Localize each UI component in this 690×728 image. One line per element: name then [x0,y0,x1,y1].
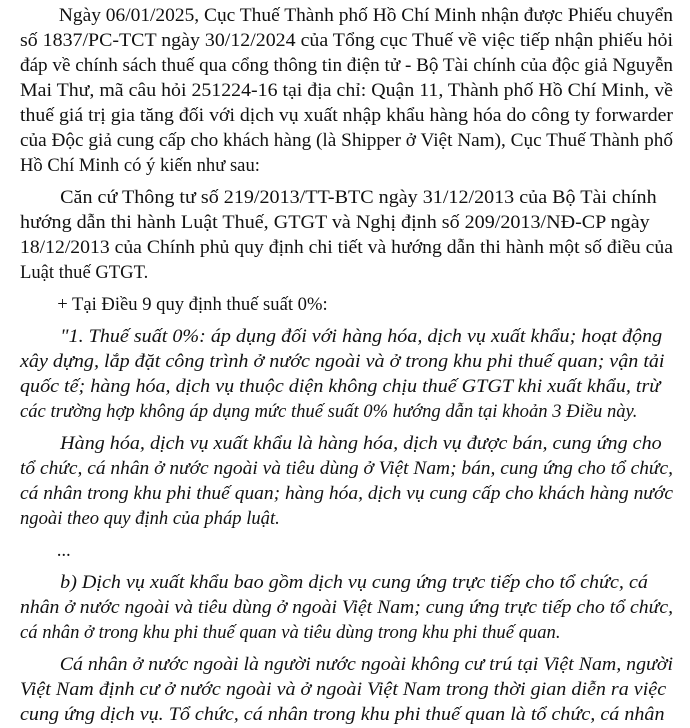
text-line: Ngày 06/01/2025, Cục Thuế Thành phố Hồ Chí Minh nhận được Phiếu chuyển [20,5,674,26]
text-line: nhân ở nước ngoài và tiêu dùng ở ngoài Việt Nam; cung ứng trực tiếp cho tổ chức, [20,597,673,618]
text-line: Hồ Chí Minh có ý kiến như sau: [20,155,260,176]
text-line: hướng dẫn thi hành Luật Thuế, GTGT và Nghị định số 209/2013/NĐ-CP ngày [20,212,650,233]
text-line: tổ chức, cá nhân ở nước ngoài và tiêu dùng ở Việt Nam; bán, cung ứng cho tổ chức, [20,458,673,479]
text-line: xây dựng, lắp đặt công trình ở nước ngoài và ở trong khu phi thuế quan; vận tải [20,351,665,372]
text-line: Cá nhân ở nước ngoài là người nước ngoài không cư trú tại Việt Nam, người [20,654,673,675]
text-line: ... [20,540,72,561]
text-line: quốc tế; hàng hóa, dịch vụ thuộc diện không chịu thuế GTGT khi xuất khẩu, trừ [20,376,661,397]
text-line: + Tại Điều 9 quy định thuế suất 0%: [20,294,328,315]
text-line: cá nhân ở trong khu phi thuế quan và tiêu dùng trong khu phi thuế quan. [20,622,561,643]
text-line: Mai Thư, mã câu hỏi 251224-16 tại địa chỉ: Quận 11, Thành phố Hồ Chí Minh, về [20,80,673,101]
text-line: Hàng hóa, dịch vụ xuất khẩu là hàng hóa, dịch vụ được bán, cung ứng cho [20,433,662,454]
text-line: thuế giá trị gia tăng đối với dịch vụ xuất nhập khẩu hàng hóa do công ty forwarder [20,105,673,126]
text-line: 18/12/2013 của Chính phủ quy định chi tiết và hướng dẫn thi hành một số điều của [20,237,673,258]
text-line: của Độc giả cung cấp cho khách hàng (là Shipper ở Việt Nam), Cục Thuế Thành phố [20,130,673,151]
text-line: các trường hợp không áp dụng mức thuế suất 0% hướng dẫn tại khoản 3 Điều này. [20,401,638,422]
text-line: b) Dịch vụ xuất khẩu bao gồm dịch vụ cung ứng trực tiếp cho tổ chức, cá [20,572,648,593]
text-line: Căn cứ Thông tư số 219/2013/TT-BTC ngày 31/12/2013 của Bộ Tài chính [20,187,657,208]
text-line: "1. Thuế suất 0%: áp dụng đối với hàng hóa, dịch vụ xuất khẩu; hoạt động [20,326,663,347]
text-line: ngoài theo quy định của pháp luật. [20,508,280,529]
text-line: cung ứng dịch vụ. Tổ chức, cá nhân trong khu phi thuế quan là tổ chức, cá nhân [20,704,665,725]
text-line: Việt Nam định cư ở nước ngoài và ở ngoài Việt Nam trong thời gian diễn ra việc [20,679,667,700]
text-line: Luật thuế GTGT. [20,262,149,283]
text-line: đáp về chính sách thuế qua cổng thông tin điện tử - Bộ Tài chính của độc giả Nguyễn [20,55,673,76]
text-line: số 1837/PC-TCT ngày 30/12/2024 của Tổng cục Thuế về việc tiếp nhận phiếu hỏi [20,30,674,51]
text-line: cá nhân trong khu phi thuế quan; hàng hóa, dịch vụ cung cấp cho khách hàng nước [20,483,673,504]
